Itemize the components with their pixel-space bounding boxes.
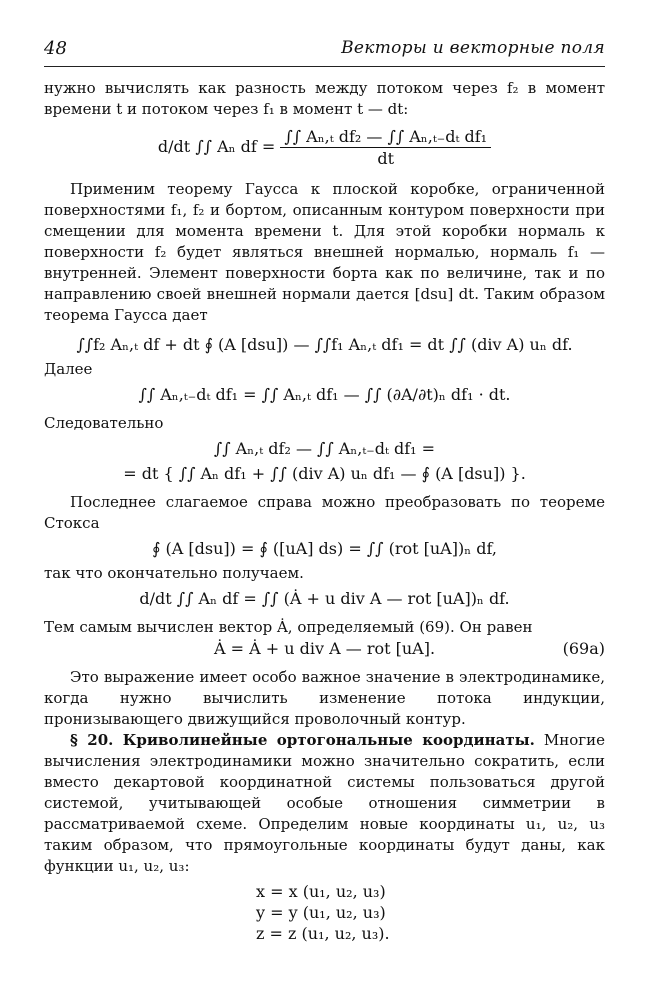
paragraph-section-20	[44, 730, 605, 877]
equation-69a	[44, 638, 605, 659]
coord-y: y = y (u₁, u₂, u₃)	[256, 903, 386, 922]
coord-z: z = z (u₁, u₂, u₃).	[256, 924, 390, 943]
equation-gauss-box: ∫∫f₂ Aₙ,ₜ df + dt ∮ (A [dsu]) — ∫∫f₁ Aₙ,ₜ df₁ = dt ∫∫ (div A) uₙ df.	[76, 335, 573, 354]
section-heading: § 20. Криволинейные ортогональные координаты.	[70, 731, 535, 749]
paragraph-further: Далее	[44, 360, 93, 378]
fraction-numerator: ∫∫ Aₙ,ₜ df₂ — ∫∫ Aₙ,ₜ₋dₜ df₁	[280, 126, 491, 148]
page-header	[44, 36, 605, 67]
equation-flux-derivative	[44, 126, 605, 169]
equation-flux-derivative-left: d/dt ∫∫ Aₙ df =	[157, 137, 276, 156]
paragraph-vector-defined: Тем самым вычислен вектор Ȧ, определяемый (69). Он равен	[44, 618, 533, 636]
equation-69a-body: Ȧ = Ȧ + u div A — rot [uA].	[213, 639, 436, 658]
paragraph-gauss-theorem: Применим теорему Гаусса к плоской коробке, ограниченной поверхностями f₁, f₂ и бортом, описанным контуром поверхности при смещении для момента времени t. Для этой коробки нормаль к поверхности f₂ будет являться внешней нормалью, нормаль f₁ — внутренней. Элемент поверхности борта как по величине, так и по направлению своей внешней нормали дается [dsu] dt. Таким образом теорема Гаусса дает	[44, 180, 605, 324]
page-body	[44, 78, 605, 944]
equation-result-line2: = dt { ∫∫ Aₙ df₁ + ∫∫ (div A) uₙ df₁ — ∮ (A [dsu]) }.	[123, 464, 526, 483]
fraction-denominator: dt	[377, 149, 395, 168]
paragraph-therefore: Следовательно	[44, 414, 164, 432]
running-title: Векторы и векторные поля	[341, 38, 605, 58]
page-number: 48	[44, 38, 67, 59]
equation-result-line1: ∫∫ Aₙ,ₜ df₂ — ∫∫ Aₙ,ₜ₋dₜ df₁ =	[213, 439, 436, 458]
coord-x: x = x (u₁, u₂, u₃)	[256, 882, 386, 901]
paragraph-electrodynamics-importance: Это выражение имеет особо важное значение в электродинамике, когда нужно вычислить изменение потока индукции, пронизывающего движущийся проволочный контур.	[44, 668, 605, 728]
section-20-text: Многие вычисления электродинамики можно значительно сократить, если вместо декартовой координатной системы пользоваться другой системой, учитывающей особые отношения симметрии в рассматриваемой схеме. Определим новые координаты u₁, u₂, u₃ таким образом, что прямоугольные координаты будут даны, как функции u₁, u₂, u₃:	[44, 731, 605, 875]
paragraph-stokes: Последнее слагаемое справа можно преобразовать по теореме Стокса	[44, 493, 605, 532]
paragraph-flux-difference: нужно вычислять как разность между потоком через f₂ в момент времени t и потоком через f₁ в момент t — dt:	[44, 79, 605, 118]
equation-time-expansion: ∫∫ Aₙ,ₜ₋dₜ df₁ = ∫∫ Aₙ,ₜ df₁ — ∫∫ (∂A/∂t)ₙ df₁ · dt.	[138, 385, 511, 404]
equation-final: d/dt ∫∫ Aₙ df = ∫∫ (Ȧ + u div A — rot [uA])ₙ df.	[139, 589, 510, 608]
equation-69a-number: (69a)	[562, 639, 605, 658]
equation-flux-derivative-fraction	[280, 126, 491, 169]
equation-stokes: ∮ (A [dsu]) = ∮ ([uA] ds) = ∫∫ (rot [uA])ₙ df,	[152, 539, 497, 558]
paragraph-finally: так что окончательно получаем.	[44, 564, 304, 582]
